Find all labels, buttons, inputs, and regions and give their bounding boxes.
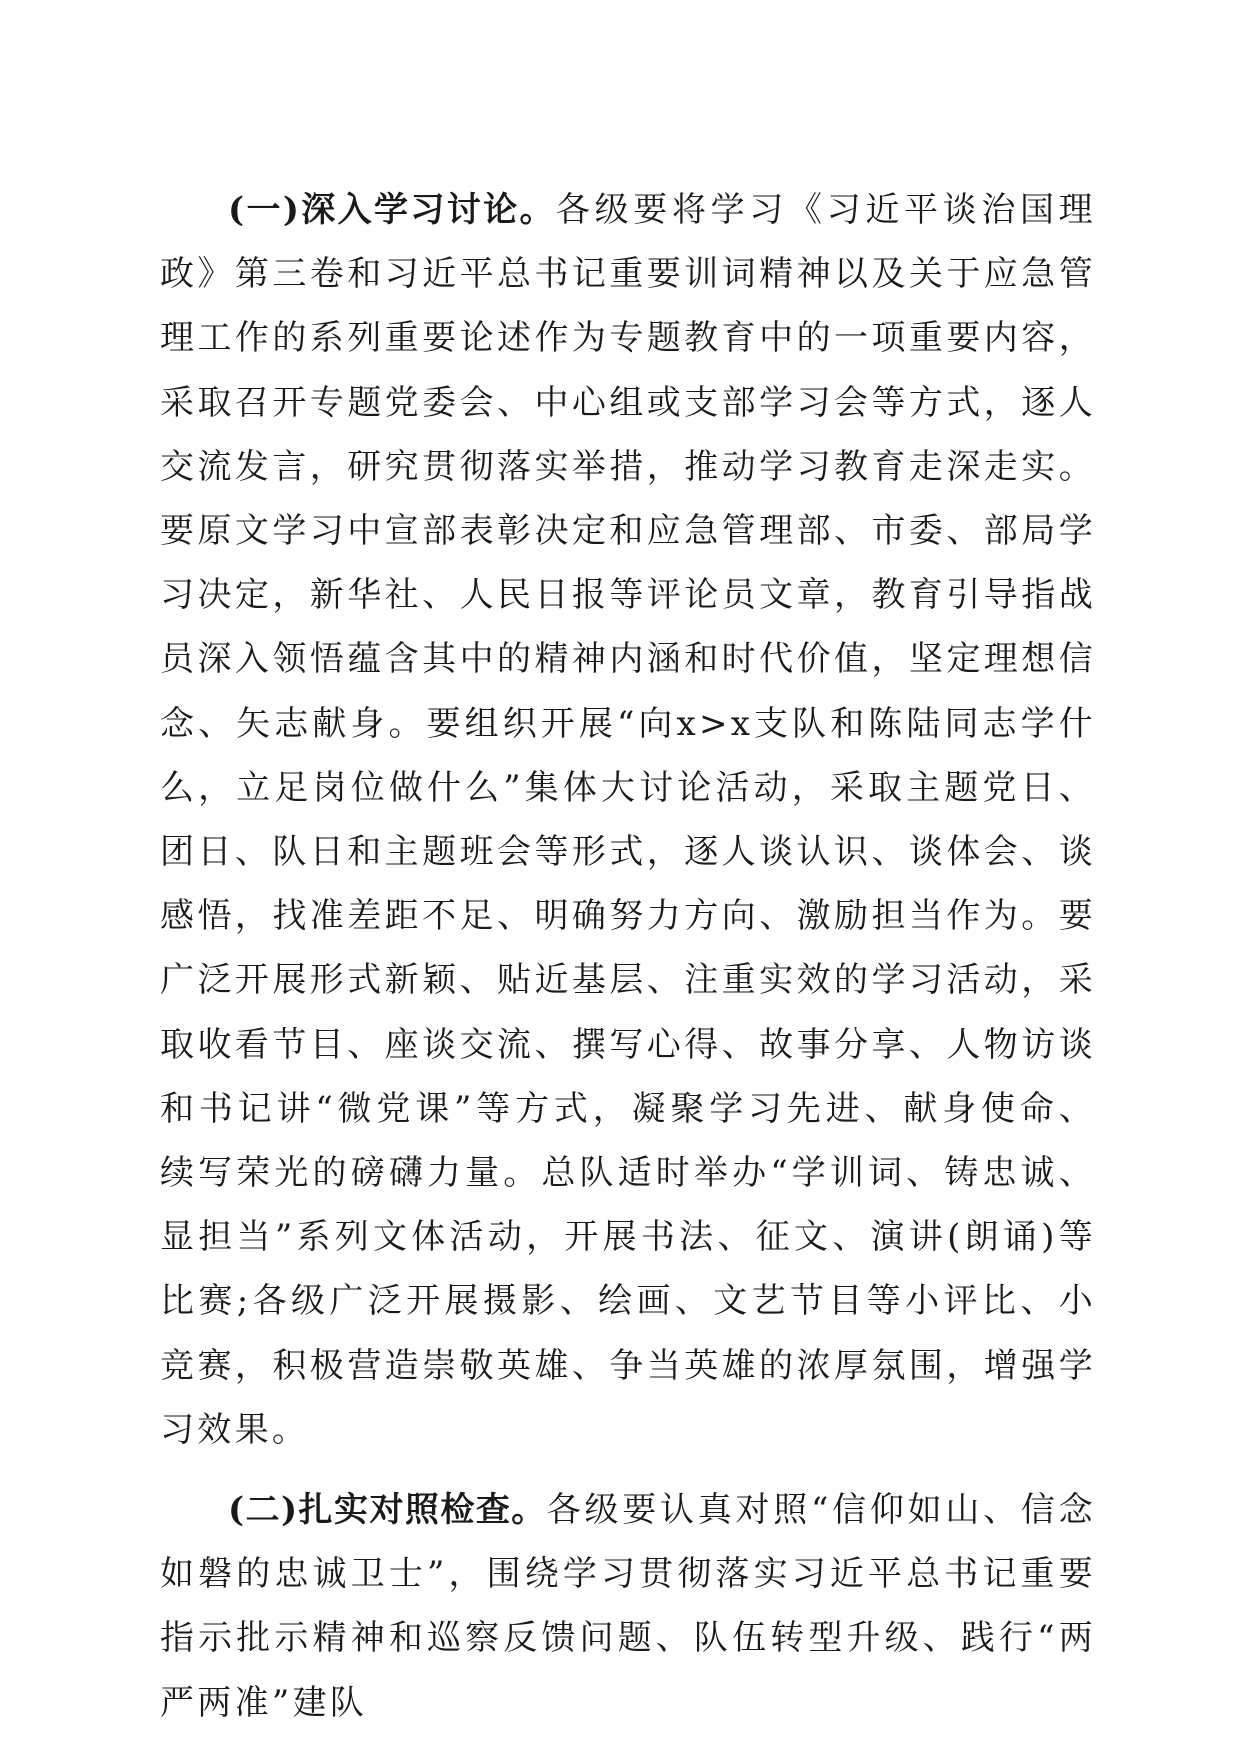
paragraph-text: 各级要将学习《习近平谈治国理政》第三卷和习近平总书记重要训词精神以及关于应急管理工作的系列重要论述作为专题教育中的一项重要内容，采取召开专题党委会、中心组或支部学习会等方式，逐人交流发言，研究贯彻落实举措，推动学习教育走深走实。要原文学习中宣部表彰决定和应急管理部、市委、部局学习决定，新华社、人民日报等评论员文章，教育引导指战员深入领悟蕴含其中的精神内涵和时代价值，坚定理想信念、矢志献身。要组织开展“向x>x支队和陈陆同志学什么，立足岗位做什么”集体大讨论活动，采取主题党日、团日、队日和主题班会等形式，逐人谈认识、谈体会、谈感悟，找准差距不足、明确努力方向、激励担当作为。要广泛开展形式新颖、贴近基层、注重实效的学习活动，采取收看节目、座谈交流、撰写心得、故事分享、人物访谈和书记讲“微党课”等方式，凝聚学习先进、献身使命、续写荣光的磅礴力量。总队适时举办“学训词、铸忠诚、显担当”系列文体活动，开展书法、征文、演讲(朗诵)等比赛;各级广泛开展摄影、绘画、文艺节目等小评比、小竞赛，积极营造崇敬英雄、争当英雄的浓厚氛围，增强学习效果。 <box>160 190 1096 1450</box>
document-body <box>160 178 1096 1751</box>
paragraph-text: 各级要认真对照“信仰如山、信念如磐的忠诚卫士”，围绕学习贯彻落实习近平总书记重要指示批示精神和巡察反馈问题、队伍转型升级、践行“两严两准”建队 <box>160 1490 1096 1723</box>
paragraph-self-check <box>160 1478 1096 1735</box>
paragraph-heading: (一)深入学习讨论。 <box>228 190 556 230</box>
paragraph-heading: (二)扎实对照检查。 <box>228 1490 547 1531</box>
paragraph-deep-study <box>160 178 1096 1462</box>
